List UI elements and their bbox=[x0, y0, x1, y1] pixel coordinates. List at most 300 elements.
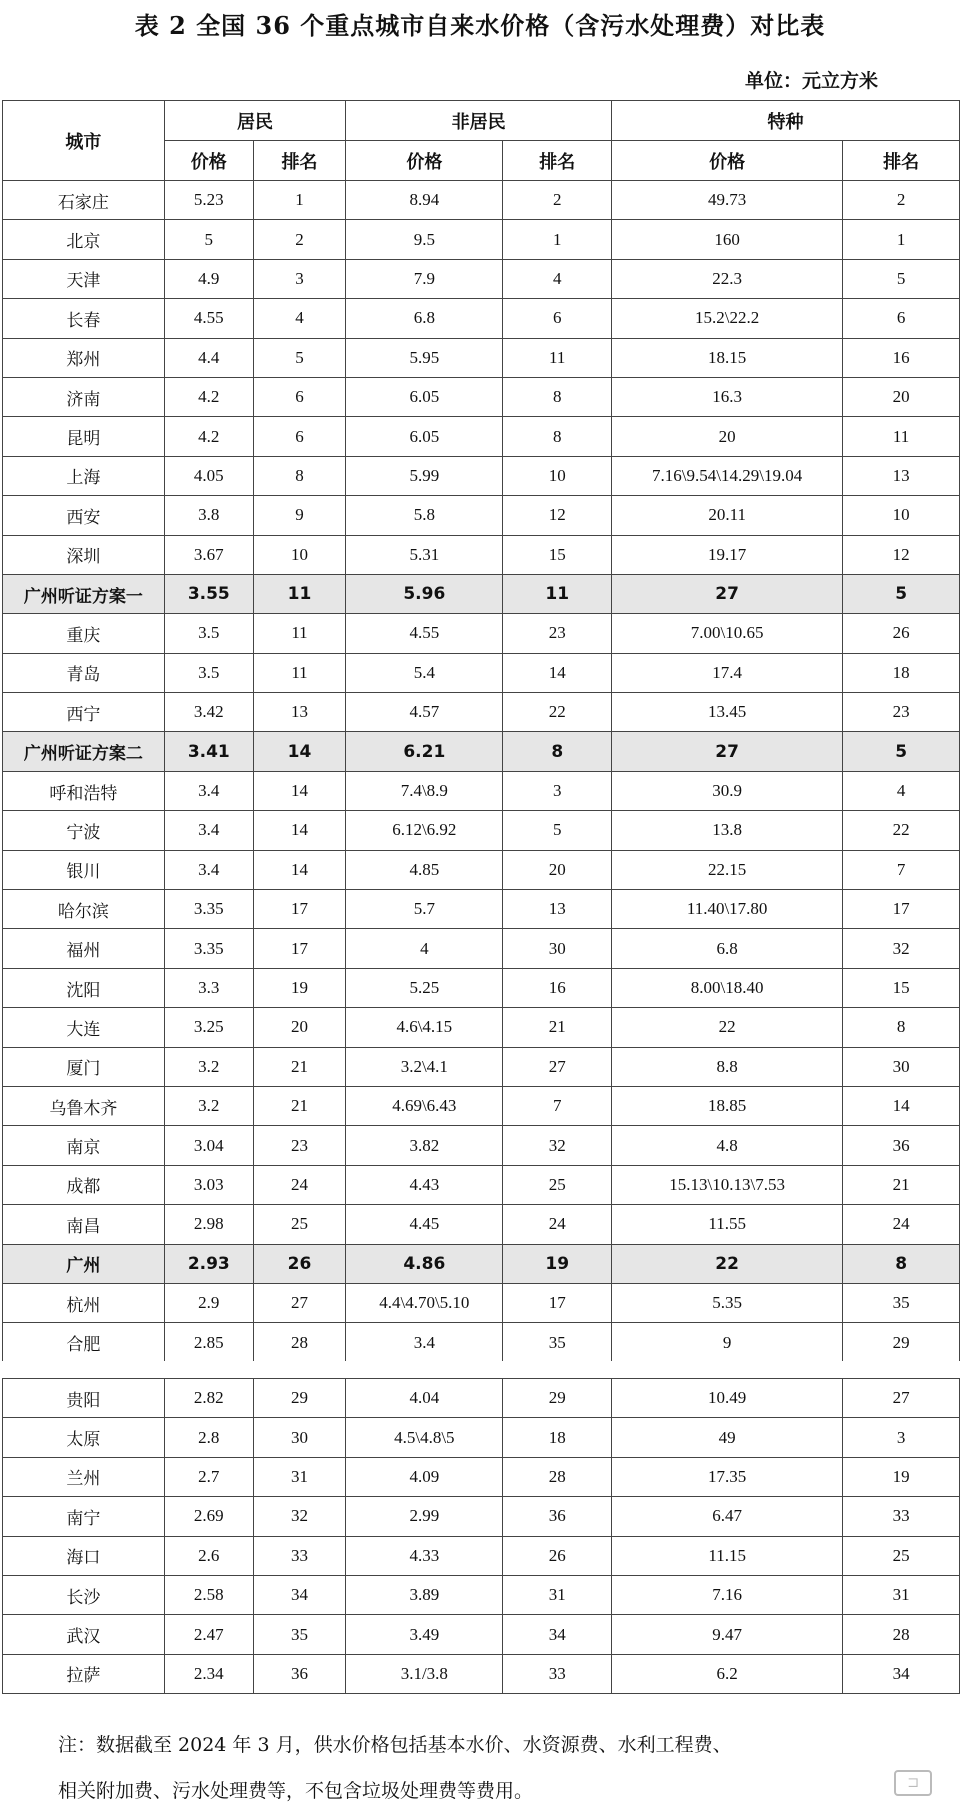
table-row bbox=[3, 259, 960, 298]
cell-residential-rank: 36 bbox=[253, 1654, 345, 1693]
cell-city: 合肥 bbox=[3, 1323, 165, 1362]
cell-nonresidential-rank: 31 bbox=[503, 1575, 612, 1614]
cell-city: 天津 bbox=[3, 259, 165, 298]
cell-nonresidential-rank: 23 bbox=[503, 614, 612, 653]
header-price: 价格 bbox=[612, 141, 843, 181]
cell-city: 拉萨 bbox=[3, 1654, 165, 1693]
cell-nonresidential-rank: 35 bbox=[503, 1323, 612, 1362]
cell-residential-rank: 21 bbox=[253, 1086, 345, 1125]
cell-nonresidential-rank: 20 bbox=[503, 850, 612, 889]
cell-residential-rank: 34 bbox=[253, 1575, 345, 1614]
cell-nonresidential-price: 5.25 bbox=[346, 968, 503, 1007]
header-nonresidential: 非居民 bbox=[346, 101, 612, 141]
cell-residential-rank: 23 bbox=[253, 1126, 345, 1165]
cell-nonresidential-price: 4.43 bbox=[346, 1165, 503, 1204]
cell-special-price: 6.8 bbox=[612, 929, 843, 968]
cell-nonresidential-price: 4.09 bbox=[346, 1457, 503, 1496]
cell-special-rank: 25 bbox=[843, 1536, 960, 1575]
cell-special-price: 9 bbox=[612, 1323, 843, 1362]
header-rank: 排名 bbox=[253, 141, 345, 181]
cell-residential-price: 2.93 bbox=[164, 1244, 253, 1283]
cell-city: 乌鲁木齐 bbox=[3, 1086, 165, 1125]
cell-special-rank: 19 bbox=[843, 1457, 960, 1496]
cell-special-rank: 1 bbox=[843, 220, 960, 259]
cell-special-rank: 4 bbox=[843, 771, 960, 810]
cell-nonresidential-rank: 16 bbox=[503, 968, 612, 1007]
cell-residential-price: 3.2 bbox=[164, 1047, 253, 1086]
table-row bbox=[3, 1126, 960, 1165]
cell-residential-price: 2.85 bbox=[164, 1323, 253, 1362]
cell-nonresidential-price: 5.31 bbox=[346, 535, 503, 574]
cell-nonresidential-rank: 11 bbox=[503, 338, 612, 377]
table-body-part2 bbox=[3, 1379, 960, 1694]
cell-residential-rank: 25 bbox=[253, 1205, 345, 1244]
cell-residential-rank: 29 bbox=[253, 1379, 345, 1418]
table-row bbox=[3, 1418, 960, 1457]
cell-residential-price: 3.41 bbox=[164, 732, 253, 771]
cell-special-price: 15.2\22.2 bbox=[612, 299, 843, 338]
cell-nonresidential-price: 3.49 bbox=[346, 1615, 503, 1654]
cell-residential-rank: 33 bbox=[253, 1536, 345, 1575]
cell-residential-rank: 31 bbox=[253, 1457, 345, 1496]
cell-nonresidential-price: 6.8 bbox=[346, 299, 503, 338]
table-row bbox=[3, 1283, 960, 1322]
header-price: 价格 bbox=[346, 141, 503, 181]
expand-icon[interactable]: ⊐ bbox=[894, 1770, 932, 1796]
cell-special-price: 13.45 bbox=[612, 693, 843, 732]
cell-city: 海口 bbox=[3, 1536, 165, 1575]
cell-special-price: 11.40\17.80 bbox=[612, 890, 843, 929]
table-row bbox=[3, 653, 960, 692]
cell-city: 广州听证方案二 bbox=[3, 732, 165, 771]
cell-nonresidential-price: 7.9 bbox=[346, 259, 503, 298]
cell-city: 福州 bbox=[3, 929, 165, 968]
page-break-gap bbox=[0, 1361, 960, 1378]
cell-residential-price: 2.47 bbox=[164, 1615, 253, 1654]
cell-nonresidential-rank: 26 bbox=[503, 1536, 612, 1575]
cell-residential-rank: 4 bbox=[253, 299, 345, 338]
cell-city: 深圳 bbox=[3, 535, 165, 574]
table-row bbox=[3, 693, 960, 732]
cell-residential-rank: 14 bbox=[253, 771, 345, 810]
cell-special-price: 160 bbox=[612, 220, 843, 259]
cell-residential-rank: 32 bbox=[253, 1497, 345, 1536]
cell-nonresidential-rank: 32 bbox=[503, 1126, 612, 1165]
cell-special-rank: 5 bbox=[843, 732, 960, 771]
cell-city: 青岛 bbox=[3, 653, 165, 692]
cell-nonresidential-price: 4 bbox=[346, 929, 503, 968]
cell-city: 呼和浩特 bbox=[3, 771, 165, 810]
cell-nonresidential-rank: 7 bbox=[503, 1086, 612, 1125]
cell-nonresidential-rank: 4 bbox=[503, 259, 612, 298]
table-row-highlighted bbox=[3, 732, 960, 771]
table-row bbox=[3, 1323, 960, 1362]
cell-nonresidential-rank: 29 bbox=[503, 1379, 612, 1418]
table-row bbox=[3, 1536, 960, 1575]
header-residential: 居民 bbox=[164, 101, 345, 141]
cell-special-rank: 24 bbox=[843, 1205, 960, 1244]
cell-special-price: 8.8 bbox=[612, 1047, 843, 1086]
cell-city: 宁波 bbox=[3, 811, 165, 850]
cell-special-price: 9.47 bbox=[612, 1615, 843, 1654]
cell-residential-price: 2.58 bbox=[164, 1575, 253, 1614]
cell-residential-price: 2.98 bbox=[164, 1205, 253, 1244]
footnote bbox=[58, 1722, 938, 1814]
table-row-highlighted bbox=[3, 574, 960, 613]
table-row bbox=[3, 614, 960, 653]
header-rank: 排名 bbox=[503, 141, 612, 181]
cell-special-price: 22 bbox=[612, 1008, 843, 1047]
cell-special-price: 17.4 bbox=[612, 653, 843, 692]
cell-nonresidential-rank: 6 bbox=[503, 299, 612, 338]
cell-nonresidential-price: 5.99 bbox=[346, 456, 503, 495]
cell-city: 济南 bbox=[3, 377, 165, 416]
cell-special-rank: 2 bbox=[843, 181, 960, 220]
cell-nonresidential-rank: 25 bbox=[503, 1165, 612, 1204]
cell-special-price: 5.35 bbox=[612, 1283, 843, 1322]
cell-residential-rank: 19 bbox=[253, 968, 345, 1007]
cell-nonresidential-price: 4.85 bbox=[346, 850, 503, 889]
cell-city: 北京 bbox=[3, 220, 165, 259]
cell-city: 西宁 bbox=[3, 693, 165, 732]
table-row bbox=[3, 456, 960, 495]
cell-city: 西安 bbox=[3, 496, 165, 535]
cell-special-rank: 30 bbox=[843, 1047, 960, 1086]
cell-nonresidential-price: 4.55 bbox=[346, 614, 503, 653]
cell-residential-price: 3.2 bbox=[164, 1086, 253, 1125]
header-city: 城市 bbox=[3, 101, 165, 181]
cell-special-price: 19.17 bbox=[612, 535, 843, 574]
cell-city: 广州 bbox=[3, 1244, 165, 1283]
cell-special-price: 7.16 bbox=[612, 1575, 843, 1614]
cell-special-rank: 14 bbox=[843, 1086, 960, 1125]
cell-nonresidential-rank: 14 bbox=[503, 653, 612, 692]
cell-residential-price: 3.35 bbox=[164, 929, 253, 968]
price-table-part1 bbox=[2, 100, 960, 1363]
cell-residential-price: 3.04 bbox=[164, 1126, 253, 1165]
cell-special-price: 18.85 bbox=[612, 1086, 843, 1125]
cell-nonresidential-rank: 27 bbox=[503, 1047, 612, 1086]
cell-special-rank: 18 bbox=[843, 653, 960, 692]
cell-nonresidential-rank: 19 bbox=[503, 1244, 612, 1283]
cell-residential-price: 5.23 bbox=[164, 181, 253, 220]
cell-residential-rank: 11 bbox=[253, 653, 345, 692]
cell-nonresidential-rank: 30 bbox=[503, 929, 612, 968]
cell-residential-rank: 5 bbox=[253, 338, 345, 377]
cell-residential-rank: 6 bbox=[253, 377, 345, 416]
cell-nonresidential-price: 4.6\4.15 bbox=[346, 1008, 503, 1047]
cell-special-price: 20.11 bbox=[612, 496, 843, 535]
cell-nonresidential-price: 3.2\4.1 bbox=[346, 1047, 503, 1086]
cell-special-rank: 27 bbox=[843, 1379, 960, 1418]
cell-residential-price: 4.2 bbox=[164, 377, 253, 416]
cell-special-rank: 31 bbox=[843, 1575, 960, 1614]
cell-residential-price: 4.05 bbox=[164, 456, 253, 495]
cell-residential-rank: 10 bbox=[253, 535, 345, 574]
cell-special-rank: 17 bbox=[843, 890, 960, 929]
cell-special-price: 6.2 bbox=[612, 1654, 843, 1693]
cell-nonresidential-price: 6.21 bbox=[346, 732, 503, 771]
cell-nonresidential-rank: 13 bbox=[503, 890, 612, 929]
cell-residential-rank: 17 bbox=[253, 890, 345, 929]
table-row bbox=[3, 220, 960, 259]
cell-nonresidential-price: 6.05 bbox=[346, 377, 503, 416]
cell-city: 成都 bbox=[3, 1165, 165, 1204]
cell-residential-rank: 35 bbox=[253, 1615, 345, 1654]
cell-nonresidential-rank: 8 bbox=[503, 377, 612, 416]
cell-residential-price: 3.42 bbox=[164, 693, 253, 732]
table-row bbox=[3, 496, 960, 535]
cell-special-price: 49 bbox=[612, 1418, 843, 1457]
cell-special-rank: 6 bbox=[843, 299, 960, 338]
table-row bbox=[3, 929, 960, 968]
cell-special-rank: 5 bbox=[843, 574, 960, 613]
cell-residential-rank: 21 bbox=[253, 1047, 345, 1086]
cell-city: 南京 bbox=[3, 1126, 165, 1165]
cell-nonresidential-price: 3.1/3.8 bbox=[346, 1654, 503, 1693]
cell-residential-rank: 11 bbox=[253, 614, 345, 653]
cell-special-rank: 29 bbox=[843, 1323, 960, 1362]
cell-city: 太原 bbox=[3, 1418, 165, 1457]
table-row bbox=[3, 811, 960, 850]
cell-residential-rank: 8 bbox=[253, 456, 345, 495]
cell-nonresidential-price: 9.5 bbox=[346, 220, 503, 259]
cell-nonresidential-price: 3.4 bbox=[346, 1323, 503, 1362]
cell-residential-price: 4.4 bbox=[164, 338, 253, 377]
cell-nonresidential-price: 5.8 bbox=[346, 496, 503, 535]
table-row bbox=[3, 1615, 960, 1654]
cell-nonresidential-price: 4.5\4.8\5 bbox=[346, 1418, 503, 1457]
cell-nonresidential-rank: 17 bbox=[503, 1283, 612, 1322]
cell-city: 南宁 bbox=[3, 1497, 165, 1536]
cell-special-rank: 7 bbox=[843, 850, 960, 889]
table-row bbox=[3, 1457, 960, 1496]
cell-city: 昆明 bbox=[3, 417, 165, 456]
cell-residential-price: 2.69 bbox=[164, 1497, 253, 1536]
table-row bbox=[3, 377, 960, 416]
cell-residential-price: 3.8 bbox=[164, 496, 253, 535]
cell-city: 长沙 bbox=[3, 1575, 165, 1614]
cell-special-rank: 35 bbox=[843, 1283, 960, 1322]
cell-nonresidential-rank: 8 bbox=[503, 417, 612, 456]
cell-special-price: 16.3 bbox=[612, 377, 843, 416]
cell-nonresidential-price: 5.4 bbox=[346, 653, 503, 692]
cell-residential-rank: 28 bbox=[253, 1323, 345, 1362]
cell-special-rank: 36 bbox=[843, 1126, 960, 1165]
cell-city: 银川 bbox=[3, 850, 165, 889]
cell-residential-price: 2.7 bbox=[164, 1457, 253, 1496]
cell-nonresidential-rank: 5 bbox=[503, 811, 612, 850]
cell-residential-rank: 14 bbox=[253, 732, 345, 771]
cell-nonresidential-rank: 34 bbox=[503, 1615, 612, 1654]
cell-special-rank: 32 bbox=[843, 929, 960, 968]
cell-nonresidential-price: 3.82 bbox=[346, 1126, 503, 1165]
table-body-part1 bbox=[3, 181, 960, 1363]
cell-residential-price: 2.8 bbox=[164, 1418, 253, 1457]
cell-residential-rank: 14 bbox=[253, 811, 345, 850]
cell-residential-price: 3.67 bbox=[164, 535, 253, 574]
table-row bbox=[3, 850, 960, 889]
cell-city: 广州听证方案一 bbox=[3, 574, 165, 613]
table-row bbox=[3, 890, 960, 929]
cell-special-rank: 22 bbox=[843, 811, 960, 850]
cell-special-price: 15.13\10.13\7.53 bbox=[612, 1165, 843, 1204]
table-row bbox=[3, 771, 960, 810]
cell-nonresidential-price: 4.86 bbox=[346, 1244, 503, 1283]
cell-special-rank: 16 bbox=[843, 338, 960, 377]
table-row bbox=[3, 968, 960, 1007]
cell-special-rank: 21 bbox=[843, 1165, 960, 1204]
cell-nonresidential-rank: 3 bbox=[503, 771, 612, 810]
cell-special-rank: 26 bbox=[843, 614, 960, 653]
cell-residential-price: 4.9 bbox=[164, 259, 253, 298]
cell-nonresidential-price: 5.96 bbox=[346, 574, 503, 613]
cell-nonresidential-price: 8.94 bbox=[346, 181, 503, 220]
cell-residential-price: 2.34 bbox=[164, 1654, 253, 1693]
cell-residential-price: 3.25 bbox=[164, 1008, 253, 1047]
cell-residential-price: 2.9 bbox=[164, 1283, 253, 1322]
cell-residential-rank: 20 bbox=[253, 1008, 345, 1047]
cell-city: 杭州 bbox=[3, 1283, 165, 1322]
cell-special-rank: 15 bbox=[843, 968, 960, 1007]
cell-nonresidential-rank: 36 bbox=[503, 1497, 612, 1536]
cell-nonresidential-rank: 33 bbox=[503, 1654, 612, 1693]
cell-special-price: 17.35 bbox=[612, 1457, 843, 1496]
cell-residential-rank: 17 bbox=[253, 929, 345, 968]
table-row bbox=[3, 1497, 960, 1536]
cell-special-price: 11.15 bbox=[612, 1536, 843, 1575]
cell-residential-rank: 30 bbox=[253, 1418, 345, 1457]
cell-residential-price: 3.4 bbox=[164, 811, 253, 850]
cell-special-price: 13.8 bbox=[612, 811, 843, 850]
cell-residential-rank: 6 bbox=[253, 417, 345, 456]
table-row-highlighted bbox=[3, 1244, 960, 1283]
cell-residential-price: 3.35 bbox=[164, 890, 253, 929]
cell-nonresidential-price: 4.57 bbox=[346, 693, 503, 732]
table-row bbox=[3, 1008, 960, 1047]
cell-special-rank: 8 bbox=[843, 1244, 960, 1283]
price-table-part2 bbox=[2, 1378, 960, 1694]
cell-nonresidential-price: 7.4\8.9 bbox=[346, 771, 503, 810]
cell-residential-price: 5 bbox=[164, 220, 253, 259]
cell-special-rank: 11 bbox=[843, 417, 960, 456]
cell-special-price: 7.00\10.65 bbox=[612, 614, 843, 653]
cell-residential-rank: 14 bbox=[253, 850, 345, 889]
cell-nonresidential-rank: 2 bbox=[503, 181, 612, 220]
cell-nonresidential-price: 2.99 bbox=[346, 1497, 503, 1536]
table-row bbox=[3, 338, 960, 377]
cell-city: 上海 bbox=[3, 456, 165, 495]
cell-residential-rank: 27 bbox=[253, 1283, 345, 1322]
cell-special-price: 6.47 bbox=[612, 1497, 843, 1536]
table-row bbox=[3, 417, 960, 456]
cell-city: 沈阳 bbox=[3, 968, 165, 1007]
cell-residential-price: 3.03 bbox=[164, 1165, 253, 1204]
cell-special-rank: 12 bbox=[843, 535, 960, 574]
cell-special-price: 4.8 bbox=[612, 1126, 843, 1165]
cell-residential-price: 3.4 bbox=[164, 771, 253, 810]
cell-city: 哈尔滨 bbox=[3, 890, 165, 929]
cell-residential-rank: 26 bbox=[253, 1244, 345, 1283]
cell-nonresidential-rank: 12 bbox=[503, 496, 612, 535]
cell-nonresidential-rank: 8 bbox=[503, 732, 612, 771]
cell-special-price: 30.9 bbox=[612, 771, 843, 810]
cell-special-price: 22 bbox=[612, 1244, 843, 1283]
cell-special-price: 22.3 bbox=[612, 259, 843, 298]
cell-residential-price: 4.2 bbox=[164, 417, 253, 456]
cell-special-rank: 13 bbox=[843, 456, 960, 495]
cell-special-rank: 3 bbox=[843, 1418, 960, 1457]
cell-residential-price: 3.5 bbox=[164, 653, 253, 692]
cell-nonresidential-price: 5.7 bbox=[346, 890, 503, 929]
cell-nonresidential-price: 4.45 bbox=[346, 1205, 503, 1244]
cell-special-price: 22.15 bbox=[612, 850, 843, 889]
table-row bbox=[3, 181, 960, 220]
cell-residential-rank: 3 bbox=[253, 259, 345, 298]
cell-nonresidential-price: 4.69\6.43 bbox=[346, 1086, 503, 1125]
cell-special-price: 7.16\9.54\14.29\19.04 bbox=[612, 456, 843, 495]
cell-special-price: 10.49 bbox=[612, 1379, 843, 1418]
table-row bbox=[3, 1086, 960, 1125]
cell-residential-rank: 11 bbox=[253, 574, 345, 613]
cell-residential-rank: 9 bbox=[253, 496, 345, 535]
cell-special-price: 27 bbox=[612, 574, 843, 613]
cell-special-rank: 10 bbox=[843, 496, 960, 535]
cell-special-rank: 28 bbox=[843, 1615, 960, 1654]
cell-special-rank: 33 bbox=[843, 1497, 960, 1536]
cell-city: 武汉 bbox=[3, 1615, 165, 1654]
unit-label: 单位：元立方米 bbox=[744, 70, 878, 92]
cell-city: 厦门 bbox=[3, 1047, 165, 1086]
footnote-line-2: 相关附加费、污水处理费等，不包含垃圾处理费等费用。 bbox=[58, 1780, 534, 1802]
cell-nonresidential-price: 4.04 bbox=[346, 1379, 503, 1418]
cell-nonresidential-rank: 21 bbox=[503, 1008, 612, 1047]
cell-special-rank: 5 bbox=[843, 259, 960, 298]
table-row bbox=[3, 1165, 960, 1204]
cell-residential-rank: 1 bbox=[253, 181, 345, 220]
cell-special-rank: 23 bbox=[843, 693, 960, 732]
cell-special-rank: 8 bbox=[843, 1008, 960, 1047]
cell-nonresidential-price: 6.05 bbox=[346, 417, 503, 456]
cell-residential-rank: 24 bbox=[253, 1165, 345, 1204]
cell-city: 郑州 bbox=[3, 338, 165, 377]
table-row bbox=[3, 1047, 960, 1086]
table-row bbox=[3, 1379, 960, 1418]
header-special: 特种 bbox=[612, 101, 960, 141]
cell-nonresidential-price: 4.33 bbox=[346, 1536, 503, 1575]
cell-city: 大连 bbox=[3, 1008, 165, 1047]
cell-city: 南昌 bbox=[3, 1205, 165, 1244]
cell-nonresidential-rank: 18 bbox=[503, 1418, 612, 1457]
cell-residential-price: 3.3 bbox=[164, 968, 253, 1007]
cell-special-price: 18.15 bbox=[612, 338, 843, 377]
cell-nonresidential-rank: 11 bbox=[503, 574, 612, 613]
cell-city: 贵阳 bbox=[3, 1379, 165, 1418]
cell-residential-price: 2.82 bbox=[164, 1379, 253, 1418]
cell-residential-price: 3.4 bbox=[164, 850, 253, 889]
table-row bbox=[3, 1654, 960, 1693]
table-row bbox=[3, 535, 960, 574]
header-rank: 排名 bbox=[843, 141, 960, 181]
table-row bbox=[3, 1575, 960, 1614]
header-price: 价格 bbox=[164, 141, 253, 181]
table-title: 表 2 全国 36 个重点城市自来水价格（含污水处理费）对比表 bbox=[134, 11, 826, 40]
cell-city: 兰州 bbox=[3, 1457, 165, 1496]
cell-special-price: 49.73 bbox=[612, 181, 843, 220]
cell-special-rank: 20 bbox=[843, 377, 960, 416]
cell-nonresidential-price: 3.89 bbox=[346, 1575, 503, 1614]
cell-special-price: 11.55 bbox=[612, 1205, 843, 1244]
